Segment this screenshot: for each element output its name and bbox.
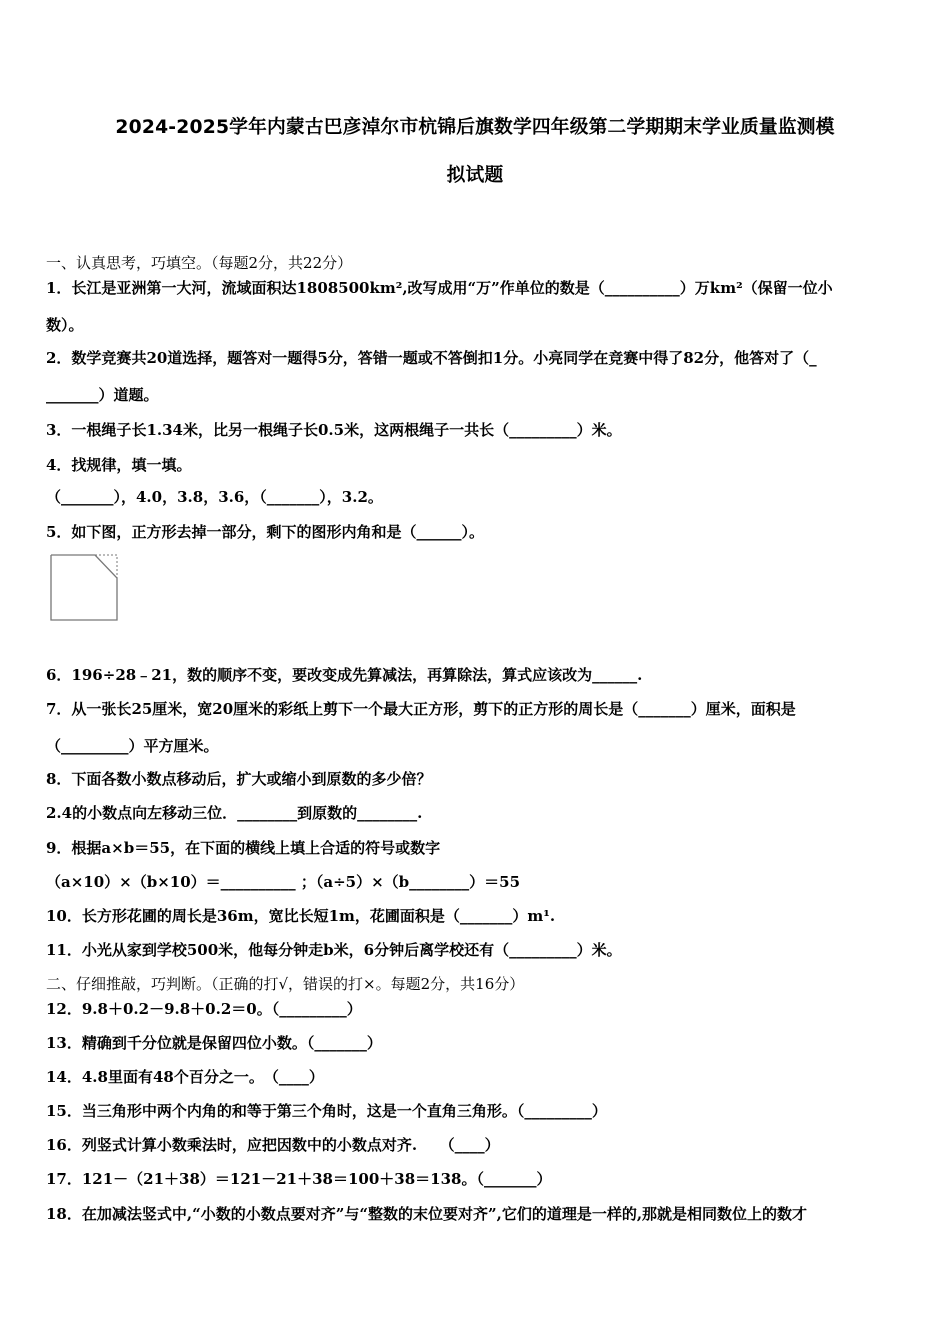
question-2-continued: _______）道题。 (46, 386, 159, 404)
question-6: 6．196÷28﹣21，数的顺序不变，要改变成先算减法，再算除法，算式应该改为______. (46, 666, 643, 684)
square-figure (50, 553, 118, 621)
question-8: 8．下面各数小数点移动后，扩大或缩小到原数的多少倍？ (46, 770, 432, 788)
question-17: 17．121－（21＋38）＝121－21＋38＝100＋38＝138。（_______） (46, 1170, 552, 1188)
section-1-heading: 一、认真思考，巧填空。（每题2分，共22分） (46, 254, 353, 272)
page-title-continued: 拟试题 (446, 165, 504, 186)
page-title: 2024-2025学年内蒙古巴彦淖尔市杭锦后旗数学四年级第二学期期末学业质量监测模 (115, 117, 835, 138)
question-12: 12．9.8＋0.2－9.8＋0.2＝0。（_________） (46, 1000, 362, 1018)
question-15: 15．当三角形中两个内角的和等于第三个角时，这是一个直角三角形。（_________） (46, 1102, 607, 1120)
question-7-continued: （_________）平方厘米。 (46, 737, 219, 755)
question-7: 7．从一张长25厘米，宽20厘米的彩纸上剪下一个最大正方形，剪下的正方形的周长是（_______）厘米，面积是 (46, 700, 796, 718)
question-18: 18．在加减法竖式中,“小数的小数点要对齐”与“整数的末位要对齐”,它们的道理是一样的,那就是相同数位上的数才 (46, 1205, 808, 1223)
question-16: 16．列竖式计算小数乘法时，应把因数中的小数点对齐. （____） (46, 1136, 500, 1154)
question-5: 5．如下图，正方形去掉一部分，剩下的图形内角和是（______）。 (46, 523, 484, 541)
question-4: 4．找规律，填一填。 (46, 456, 192, 474)
question-8-item: 2.4的小数点向左移动三位．________到原数的________. (46, 804, 423, 822)
section-2-heading: 二、仔细推敲，巧判断。（正确的打√，错误的打×。每题2分，共16分） (46, 975, 525, 993)
question-14: 14．4.8里面有48个百分之一。 （____） (46, 1068, 324, 1086)
question-10: 10．长方形花圃的周长是36m，宽比长短1m，花圃面积是（_______）m¹. (46, 907, 556, 925)
question-9: 9．根据a×b＝55，在下面的横线上填上合适的符号或数字 (46, 839, 441, 857)
question-13: 13．精确到千分位就是保留四位小数。（_______） (46, 1034, 382, 1052)
question-1-continued: 数）。 (46, 316, 84, 334)
question-11: 11．小光从家到学校500米，他每分钟走b米，6分钟后离学校还有（_________）米。 (46, 941, 622, 959)
question-9-items: （a×10）×（b×10）＝__________ ；（a÷5）×（b________）＝55 (46, 873, 521, 891)
question-4-sequence: （_______），4.0，3.8，3.6，（_______），3.2。 (46, 488, 383, 506)
question-2: 2．数学竞赛共20道选择，题答对一题得5分，答错一题或不答倒扣1分。小亮同学在竞赛中得了82分，他答对了（_ (46, 349, 817, 367)
question-3: 3．一根绳子长1.34米，比另一根绳子长0.5米，这两根绳子一共长（_________）米。 (46, 421, 622, 439)
question-1: 1．长江是亚洲第一大河，流域面积达1808500km²,改写成用“万”作单位的数是（__________）万km²（保留一位小 (46, 279, 833, 297)
